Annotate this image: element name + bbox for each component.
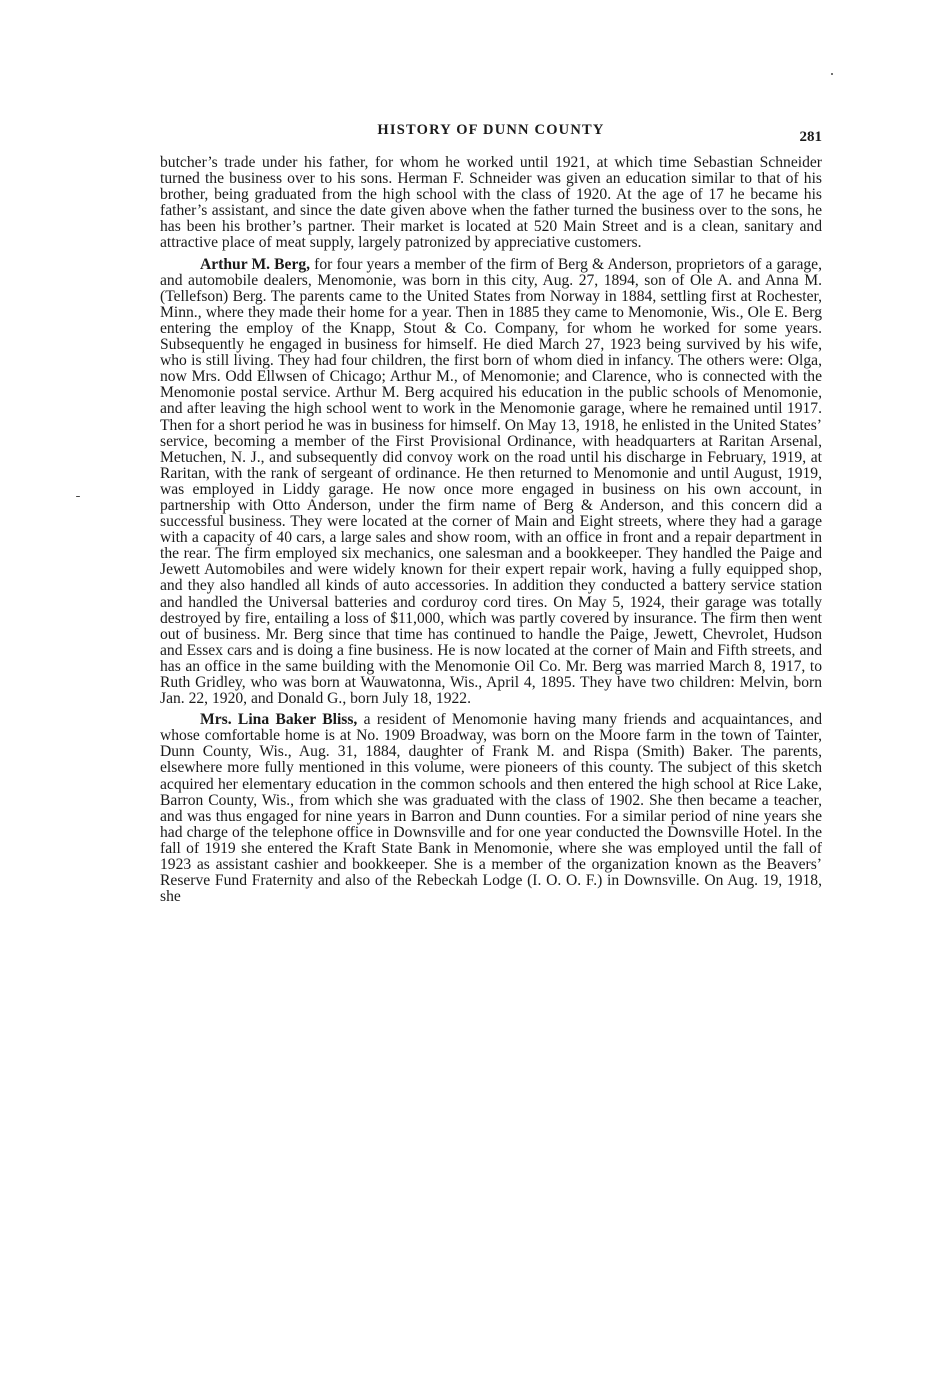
entry-name: Arthur M. Berg, bbox=[200, 255, 311, 273]
paragraph-lina-bliss bbox=[160, 712, 822, 905]
body-text bbox=[160, 155, 822, 910]
paragraph-schneider-continued bbox=[160, 155, 822, 252]
scan-speck bbox=[76, 496, 80, 497]
paragraph-text: for four years a member of the firm of Berg & Anderson, proprietors of a garage, and automobile dealers, Menomonie, was born in this city, Aug. 27, 1894, son of Ole A. and Anna M. (Tellefson) Berg. The parents came to the United States from Norway in 1884, settling first at Rochester, Minn., where they made their home for a year. Then in 1885 they came to Menomonie, Wis., Ole E. Berg entering the employ of the Knapp, Stout & Co. Company, for whom he worked for some years. Subsequently he engaged in business for himself. He died March 27, 1923 being survived by his wife, who is still living. They had four children, the first born of whom died in infancy. The others were: Olga, now Mrs. Odd Ellwsen of Chicago; Arthur M., of Menomonie; and Clarence, who is connected with the Menomonie postal service. Arthur M. Berg acquired his education in the public schools of Menomonie, and after leaving the high school went to work in the Menomonie garage, where he remained until 1917. Then for a short period he was in business for himself. On May 13, 1918, he enlisted in the United States’ service, becoming a member of the First Provisional Ordinance, with headquarters at Raritan Arsenal, Metuchen, N. J., and subsequently did convoy work on the road until his discharge in February, 1919, at Raritan, with the rank of sergeant of ordinance. He then returned to Menomonie and until August, 1919, was employed in Liddy garage. He now once more engaged in business on his own account, in partnership with Otto Anderson, under the firm name of Berg & Anderson, and this concern did a successful business. They were located at the corner of Main and Eight streets, where they had a garage with a capacity of 40 cars, a large sales and show room, with an office in front and a repair department in the rear. The firm employed six mechanics, one salesman and a bookkeeper. They handled the Paige and Jewett Automobiles and were widely known for their expert repair work, having a fully equipped shop, and they also handled all kinds of auto accessories. In addition they conducted a battery service station and handled the Universal batteries and corduroy cord tires. On May 5, 1924, their garage was totally destroyed by fire, entailing a loss of $11,000, which was partly covered by insurance. The firm then went out of business. Mr. Berg since that time has continued to handle the Paige, Jewett, Chevrolet, Hudson and Essex cars and is doing a fine business. He is now located at the corner of Main and Fifth streets, and has an office in the same building with the Menomonie Oil Co. Mr. Berg was married March 8, 1917, to Ruth Gridley, who was born at Wauwatonna, Wis., April 4, 1895. They have two children: Melvin, born Jan. 22, 1920, and Donald G., born July 18, 1922. bbox=[160, 255, 823, 708]
paragraph-text: butcher’s trade under his father, for whom he worked until 1921, at which time Sebastian Schneider turned the business over to his sons. Herman F. Schneider was given an education similar to that of his brother, being graduated from the high school with the class of 1920. At the age of 17 he became his father’s assistant, and since the date given above when the father turned the business over to the sons, he has been his brother’s partner. Their market is located at 520 Main Street and is a clean, sanitary and attractive place of meat supply, largely patronized by appreciative customers. bbox=[160, 154, 822, 252]
paragraph-text: a resident of Menomonie having many friends and acquaintances, and whose comfortable home is at No. 1909 Broadway, was born on the Moore farm in the town of Tainter, Dunn County, Wis., Aug. 31, 1884, daughter of Frank M. and Rispa (Smith) Baker. The parents, elsewhere more fully mentioned in this volume, were pioneers of this county. The subject of this sketch acquired her elementary education in the common schools and then entered the high school at Rice Lake, Barron County, Wis., from which she was graduated with the class of 1902. She then became a teacher, and was thus engaged for nine years in Barron and Dunn counties. For a similar period of nine years she had charge of the telephone office in Downsville and for one year conducted the Downsville Hotel. In the fall of 1919 she entered the Kraft State Bank in Menomonie, where she was employed until the fall of 1923 as assistant cashier and bookkeeper. She is a member of the organization known as the Beavers’ Reserve Fund Fraternity and also of the Rebeckah Lodge (I. O. O. F.) in Downsville. On Aug. 19, 1918, she bbox=[160, 711, 822, 906]
running-head bbox=[160, 122, 822, 146]
entry-name: Mrs. Lina Baker Bliss, bbox=[200, 711, 358, 729]
scan-speck bbox=[831, 73, 833, 75]
running-title: HISTORY OF DUNN COUNTY bbox=[377, 122, 605, 138]
paragraph-arthur-berg bbox=[160, 257, 822, 708]
page-number: 281 bbox=[799, 129, 822, 145]
